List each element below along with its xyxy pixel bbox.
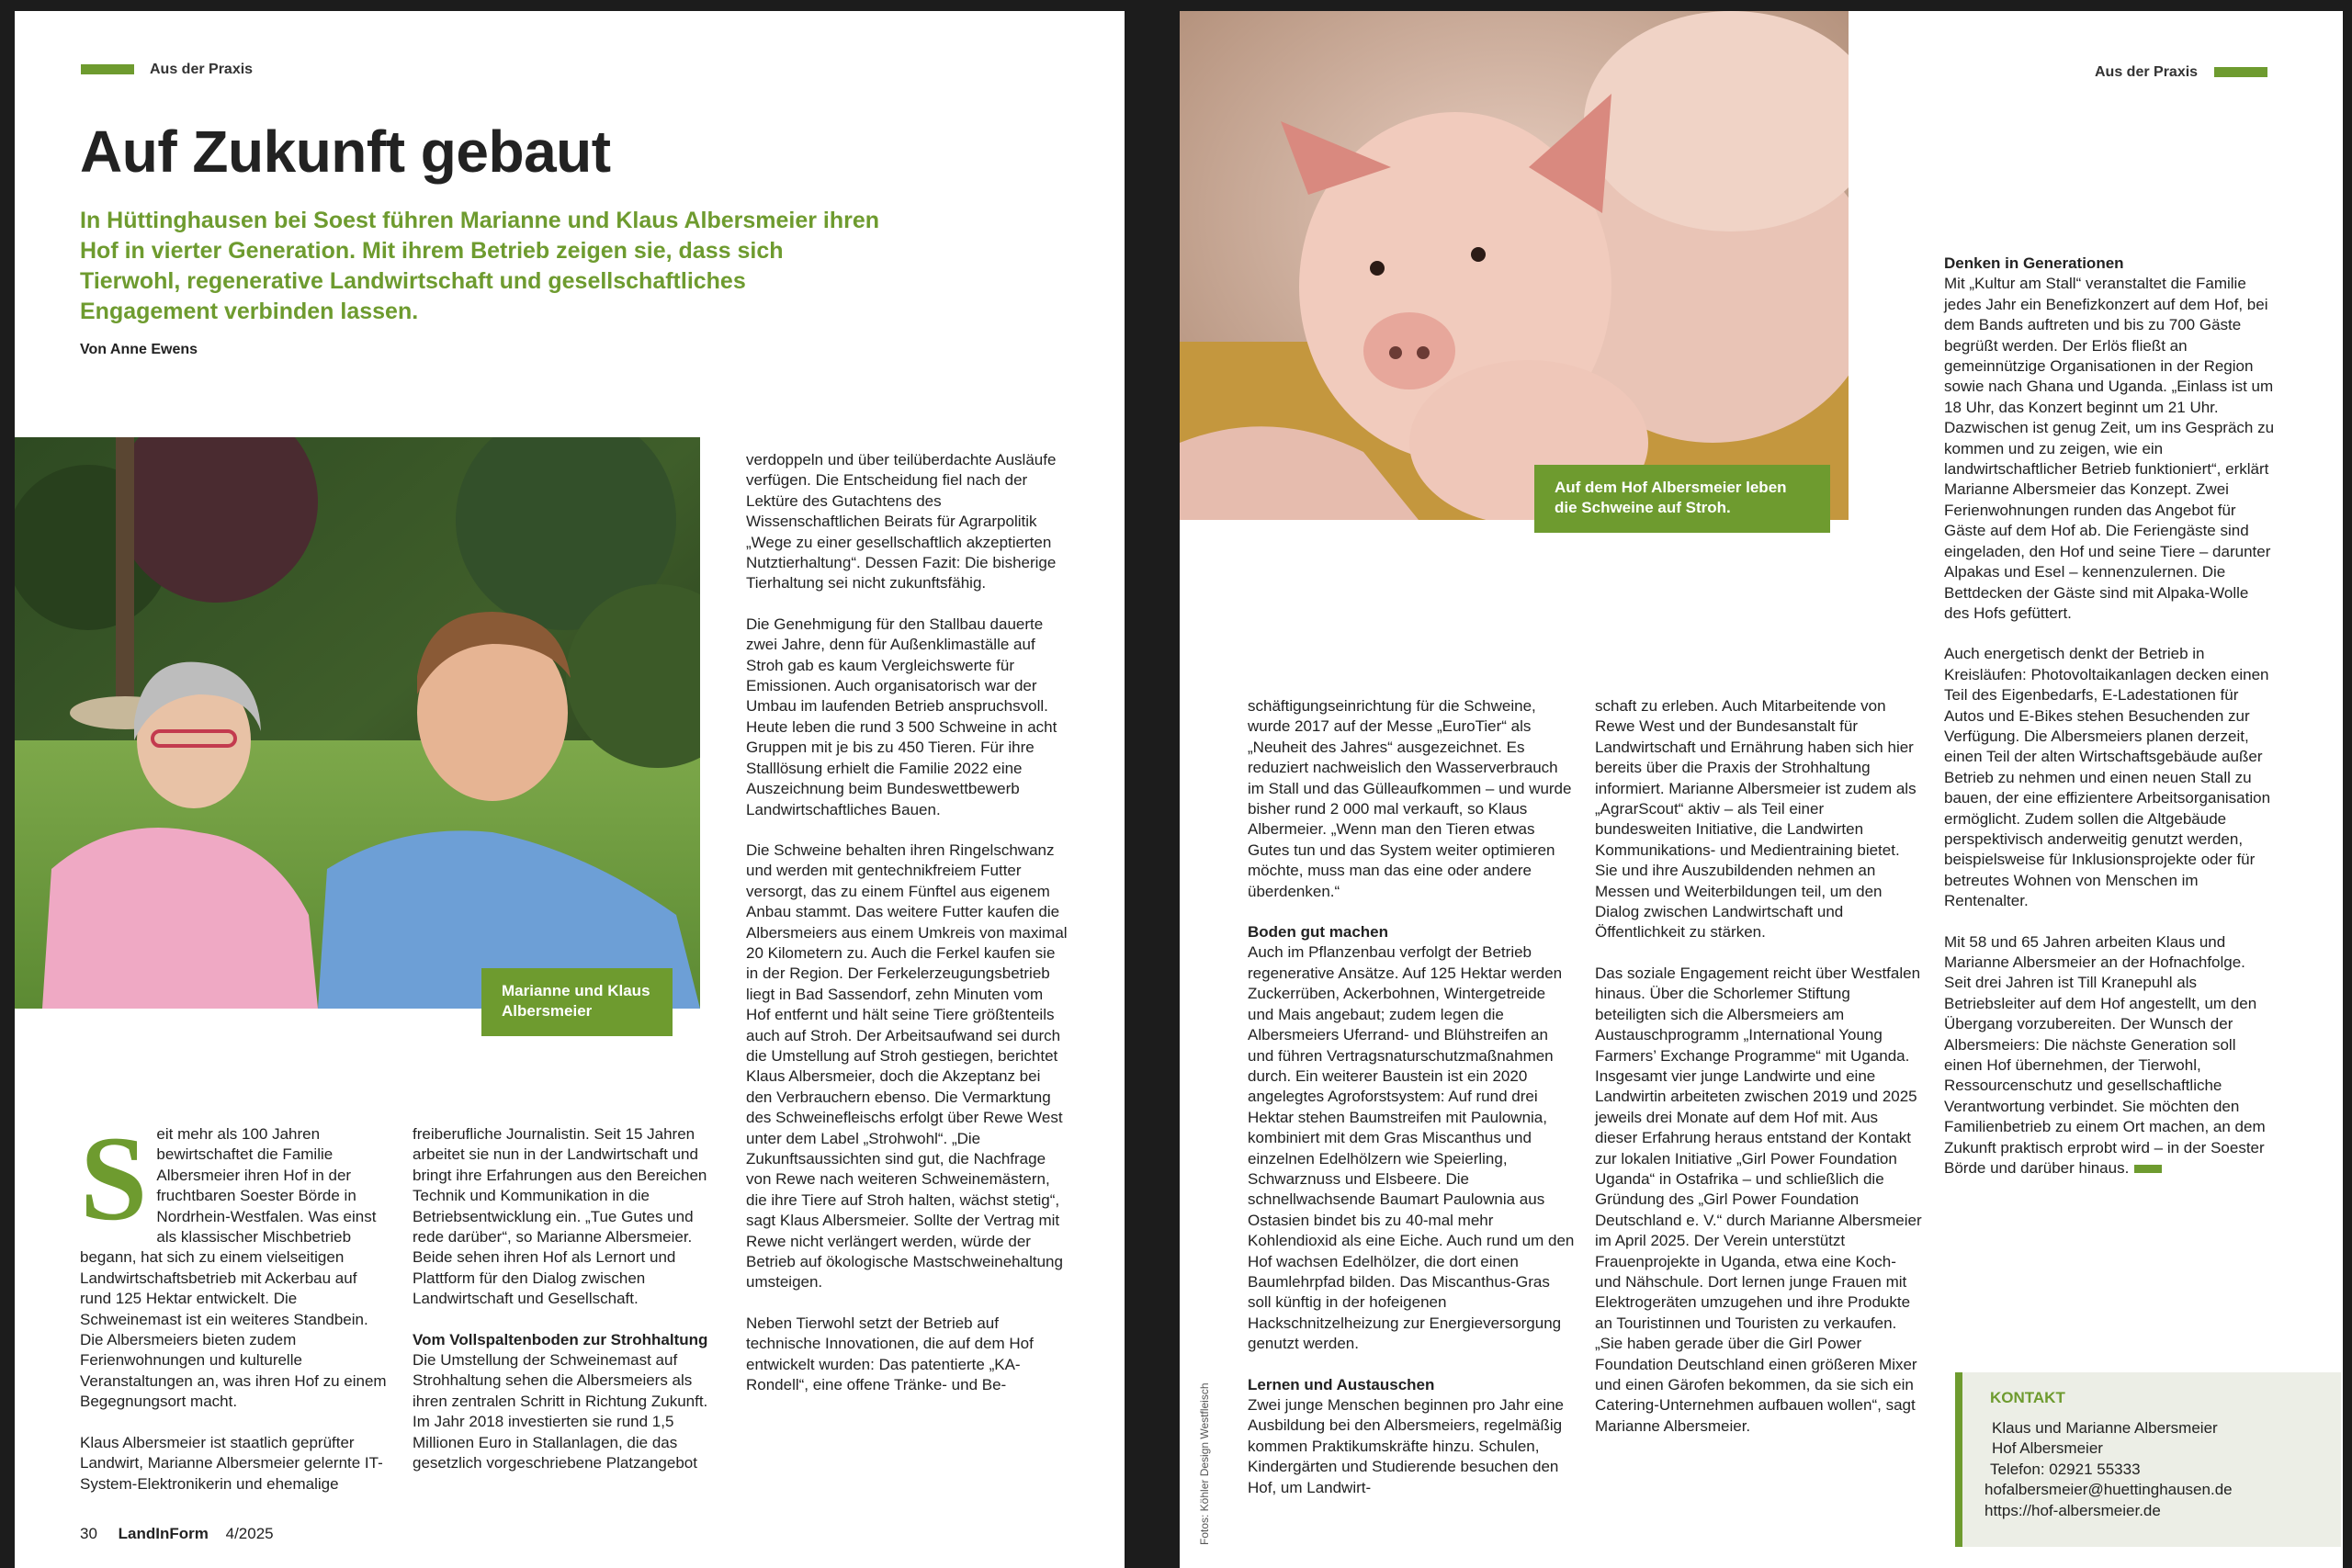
portrait-photo xyxy=(15,437,700,1009)
paragraph: eit mehr als 100 Jahren bewirtschaftet die Familie Albersmeier ihren Hof in der fruchtbaren Soester Börde in Nordrhein-Westfalen. Was einst als klassischer Mischbetrieb begann, hat sich zu einem vielseitigen Landwirtschaftsbetrieb mit Ackerbau auf rund 125 Hektar entwickelt. Die Schweinemast ist ein weiteres Standbein. Die Albersmeiers bieten zudem Ferienwohnungen und kulturelle Veranstaltungen an, was ihren Hof zu einem Begegnungsort macht. xyxy=(80,1125,387,1411)
contact-accent-bar xyxy=(1955,1372,1962,1547)
contact-phone: Telefon: 02921 55333 xyxy=(1990,1460,2141,1478)
contact-website[interactable]: https://hof-albersmeier.de xyxy=(1984,1501,2161,1519)
paragraph: schäftigungseinrichtung für die Schweine, wurde 2017 auf der Messe „EuroTier“ als „Neuheit des Jahres“ ausgezeichnet. Es reduziert nachweislich den Wasserverbrauch im Stall und das Gülleaufkommen – und wurde bisher rund 2 000 mal verkauft, so Klaus Albermeier. „Wenn man den Tieren etwas Gutes tun und das System weiter optimieren möchte, muss man das eine oder andere überdenken.“ xyxy=(1248,697,1572,900)
paragraph: Zwei junge Menschen beginnen pro Jahr eine Ausbildung bei den Albersmeiers, regelmäßig kommen Praktikumskräfte hinzu. Schulen, Kindergärten und Studierende besuchen den Hof, um Landwirt- xyxy=(1248,1396,1565,1496)
portrait-illustration xyxy=(15,437,700,1009)
section-kicker: Aus der Praxis xyxy=(150,62,254,77)
issue-number: 4/2025 xyxy=(225,1525,274,1542)
subheading: Denken in Generationen xyxy=(1944,254,2124,272)
paragraph: freiberufliche Journalistin. Seit 15 Jahren arbeitet sie nun in der Landwirtschaft und bringt ihre Erfahrungen aus den Bereichen Technik und Kommunikation in die Betriebsentwicklung ein. „Tue Gutes und rede darüber“, so Marianne Albersmeier. Beide sehen ihren Hof als Lernort und Plattform für den Dialog zwischen Landwirtschaft und Gesellschaft. xyxy=(413,1125,707,1308)
paragraph-text: Mit 58 und 65 Jahren arbeiten Klaus und Marianne Albersmeier an der Hofnachfolge. Seit drei Jahren ist Till Kranepuhl als Betriebsleiter auf dem Hof angestellt, um den Übergang vorzubereiten. Der Wunsch der Albersmeiers: Die nächste Generation soll einen Hof übernehmen, der Tierwohl, Ressourcenschutz und gesellschaftliche Verantwortung verbindet. Sie möchten den Familienbetrieb zu einem Ort machen, an dem Zukunft praktisch erprobt wird – in der Soester Börde und darüber hinaus. xyxy=(1944,932,2266,1178)
page-number: 30 xyxy=(80,1525,97,1542)
body-column-1 xyxy=(80,1111,389,1515)
paragraph: schaft zu erleben. Auch Mitarbeitende von Rewe West und der Bundesanstalt für Landwirtschaft und Ernährung haben sich hier bereits über die Praxis der Strohhaltung informiert. Marianne Albersmeier ist zudem als „AgrarScout“ aktiv – als Teil einer bundesweiten Initiative, die Landwirten Kommunikations- und Medientraining bietet. Sie und ihre Auszubildenden nehmen an Messen und Weiterbildungen teil, um den Dialog zwischen Landwirtschaft und Öffentlichkeit zu stärken. xyxy=(1595,697,1917,942)
paragraph: Die Schweine behalten ihren Ringelschwanz und werden mit gentechnikfreiem Futter versorgt, das zu einem Fünftel aus eigenem Anbau stammt. Das weitere Futter kaufen die Albersmeiers aus einem Umkreis von maximal 20 Kilometern zu. Auch die Ferkel kaufen sie in der Region. Der Ferkelerzeugungsbetrieb liegt in Bad Sassendorf, zehn Minuten vom Hof entfernt und hält seine Tiere größtenteils auch auf Stroh. Der Arbeitsaufwand sei durch die Umstellung auf Stroh gestiegen, berichtet Klaus Albersmeier, doch die Akzeptanz bei den Verbrauchern ebenso. Die Vermarktung des Schweinefleischs erfolgt über Rewe West unter dem Label „Strohwohl“. „Die Zukunftsaussichten sind gut, die Nachfrage von Rewe nach weiteren Schweinemästern, die ihre Tiere auf Stroh halten, wächst stetig“, sagt Klaus Albersmeier. Sollte der Vertrag mit Rewe nicht verlängert werden, würde der Betrieb auf ökologische Mastschweinehaltung umsteigen. xyxy=(746,840,1068,1292)
magazine-name: LandInForm xyxy=(118,1525,209,1542)
paragraph: Auch energetisch denkt der Betrieb in Kreisläufen: Photovoltaikanlagen decken einen Teil des Eigenbedarfs, E-Ladestationen für Autos und E-Bikes stehen Besuchenden zur Verfügung. Die Albersmeiers planen derzeit, einen Teil der alten Wirtschaftsgebäude außer Betrieb zu nehmen und einen neuen Stall zu bauen, der eine effizientere Arbeitsorganisation ermöglicht. Zudem sollen die Altgebäude perspektivisch anderweitig genutzt werden, beispielsweise für Inklusionsprojekte oder für betreutes Wohnen von Menschen im Rentenalter. xyxy=(1944,645,2271,910)
paragraph: Neben Tierwohl setzt der Betrieb auf technische Innovationen, die auf dem Hof entwickelt wurden: Das patentierte „KA-Rondell“, eine offene Tränke- und Be- xyxy=(746,1314,1034,1394)
article-title: Auf Zukunft gebaut xyxy=(80,118,611,185)
right-page xyxy=(1180,11,2343,1568)
photo-credit: Fotos: Köhler Design Westfleisch xyxy=(1198,1382,1211,1545)
byline: Von Anne Ewens xyxy=(80,342,198,357)
drop-cap: S xyxy=(80,1111,148,1246)
end-mark xyxy=(2134,1165,2162,1173)
body-column-3 xyxy=(1944,254,2275,1199)
article-lead: In Hüttinghausen bei Soest führen Marianne und Klaus Albersmeier ihren Hof in vierter Generation. Mit ihrem Betrieb zeigen sie, dass sich Tierwohl, regenerative Landwirtschaft und gesellschaftliches Engagement verbinden lassen. xyxy=(80,208,880,324)
paragraph: Mit „Kultur am Stall“ veranstaltet die Familie jedes Jahr ein Benefizkonzert auf dem Hof, bei dem Bands auftreten und bis zu 700 Gäste begrüßt werden. Der Erlös fließt an gemeinnützige Organisationen in der Region sowie nach Ghana und Uganda. „Einlass ist um 18 Uhr, das Konzert beginnt um 21 Uhr. Dazwischen ist genug Zeit, um ins Gespräch zu kommen und zu zeigen, wie ein landwirtschaftlicher Betrieb funktioniert“, erklärt Marianne Albersmeier das Konzept. Zwei Ferienwohnungen runden das Angebot für Gäste auf dem Hof ab. Die Feriengäste sind eingeladen, den Hof und seine Tiere – darunter Alpakas und Esel – kennenzulernen. Die Bettdecken der Gäste sind mit Alpaka-Wolle des Hofs gefüttert. xyxy=(1944,275,2275,622)
paragraph: Auch im Pflanzenbau verfolgt der Betrieb regenerative Ansätze. Auf 125 Hektar werden Zuckerrüben, Ackerbohnen, Wintergetreide und Mais angebaut; zudem legen die Albersmeiers Uferrand- und Blühstreifen an und führen Vertragsnaturschutzmaßnahmen durch. Ein weiterer Baustein ist ein 2020 angelegtes Agroforstsystem: Auf rund drei Hektar stehen Baumstreifen mit Paulownia, kombiniert mit dem Gras Miscanthus und einzelnen Edelhölzern wie Speierling, Schwarznuss und Elsbeere. Die schnellwachsende Baumart Paulownia aus Ostasien bindet bis zu 40-mal mehr Kohlendioxid als eine Eiche. Auch rund um den Hof wachsen Edelhölzer, die dort einen Baumlehrpfad bilden. Das Miscanthus-Gras soll künftig in der hofeigenen Hackschnitzelheizung zur Energieversorgung genutzt werden. xyxy=(1248,943,1575,1353)
subheading: Vom Vollspaltenboden zur Strohhaltung xyxy=(413,1330,708,1348)
contact-name: Klaus und Marianne Albersmeier xyxy=(1992,1419,2218,1437)
pig-photo xyxy=(1180,11,1849,520)
page-footer xyxy=(80,1525,274,1543)
contact-title: KONTAKT xyxy=(1990,1389,2065,1406)
paragraph: Klaus Albersmeier ist staatlich geprüfter Landwirt, Marianne Albersmeier gelernte IT-System-Elektronikerin und ehemalige xyxy=(80,1433,383,1493)
portrait-caption: Marianne und Klaus Albersmeier xyxy=(481,968,673,1036)
subheading: Lernen und Austauschen xyxy=(1248,1375,1435,1393)
body-column-1 xyxy=(1248,696,1575,1518)
contact-farm: Hof Albersmeier xyxy=(1992,1439,2103,1458)
contact-email[interactable]: hofalbersmeier@huettinghausen.de xyxy=(1984,1481,2233,1499)
body-column-2 xyxy=(413,1124,725,1495)
section-marker xyxy=(2214,67,2267,77)
pig-illustration xyxy=(1180,11,1849,520)
subheading: Boden gut machen xyxy=(1248,923,1389,942)
section-marker xyxy=(81,64,134,74)
paragraph: Die Umstellung der Schweinemast auf Strohhaltung sehen die Albersmeiers als ihren zentralen Schritt in Richtung Zukunft. Im Jahr 2018 investierten sie rund 1,5 Millionen Euro in Stallanlagen, die das gesetzlich vorgeschriebene Platzangebot xyxy=(413,1351,708,1472)
left-page xyxy=(15,11,1125,1568)
contact-lines xyxy=(1984,1418,2233,1521)
paragraph: Die Genehmigung für den Stallbau dauerte zwei Jahre, denn für Außenklimaställe auf Stroh gab es kaum Vergleichswerte für Emissionen. Auch organisatorisch war der Umbau im laufenden Betrieb anspruchsvoll. Heute leben die rund 3 500 Schweine in acht Gruppen mit je bis zu 450 Tieren. Für ihre Stalllösung erhielt die Familie 2022 eine Auszeichnung beim Bundeswettbewerb Landwirtschaftliches Bauen. xyxy=(746,615,1057,818)
pig-caption: Auf dem Hof Albersmeier leben die Schweine auf Stroh. xyxy=(1534,465,1830,533)
body-column-3 xyxy=(746,450,1069,1416)
paragraph: Das soziale Engagement reicht über Westfalen hinaus. Über die Schorlemer Stiftung beteiligten sich die Albersmeiers am Austauschprogramm „International Young Farmers’ Exchange Programme“ mit Uganda. Insgesamt vier junge Landwirte und eine Landwirtin arbeiteten zwischen 2019 und 2025 jeweils drei Monate auf dem Hof mit. Aus dieser Erfahrung heraus entstand der Kontakt zur lokalen Initiative „Girl Power Foundation Uganda“ in Ostafrika – und schließlich die Gründung des „Girl Power Foundation Deutschland e. V.“ durch Marianne Albersmeier im April 2025. Der Verein unterstützt Frauenprojekte in Uganda, etwa eine Koch- und Nähschule. Dort lernen junge Frauen mit Elektrogeräten umzugehen und ihre Produkte an Touristinnen und Touristen zu verkaufen. „Sie haben gerade über die Girl Power Foundation Deutschland einen größeren Mixer und einen Gärofen bekommen, da sie sich ein Catering-Unternehmen aufbauen wollen“, sagt Marianne Albersmeier. xyxy=(1595,964,1922,1435)
paragraph: verdoppeln und über teilüberdachte Ausläufe verfügen. Die Entscheidung fiel nach der Lektüre des Gutachtens des Wissenschaftlichen Beirats für Agrarpolitik „Wege zu einer gesellschaftlich akzeptierten Nutztierhaltung“. Dessen Fazit: Die bisherige Tierhaltung sei nicht zukunftsfähig. xyxy=(746,451,1057,592)
section-kicker: Aus der Praxis xyxy=(2095,64,2199,80)
paragraph xyxy=(1944,932,2275,1179)
body-column-2 xyxy=(1595,696,1924,1457)
contact-box xyxy=(1955,1372,2341,1547)
